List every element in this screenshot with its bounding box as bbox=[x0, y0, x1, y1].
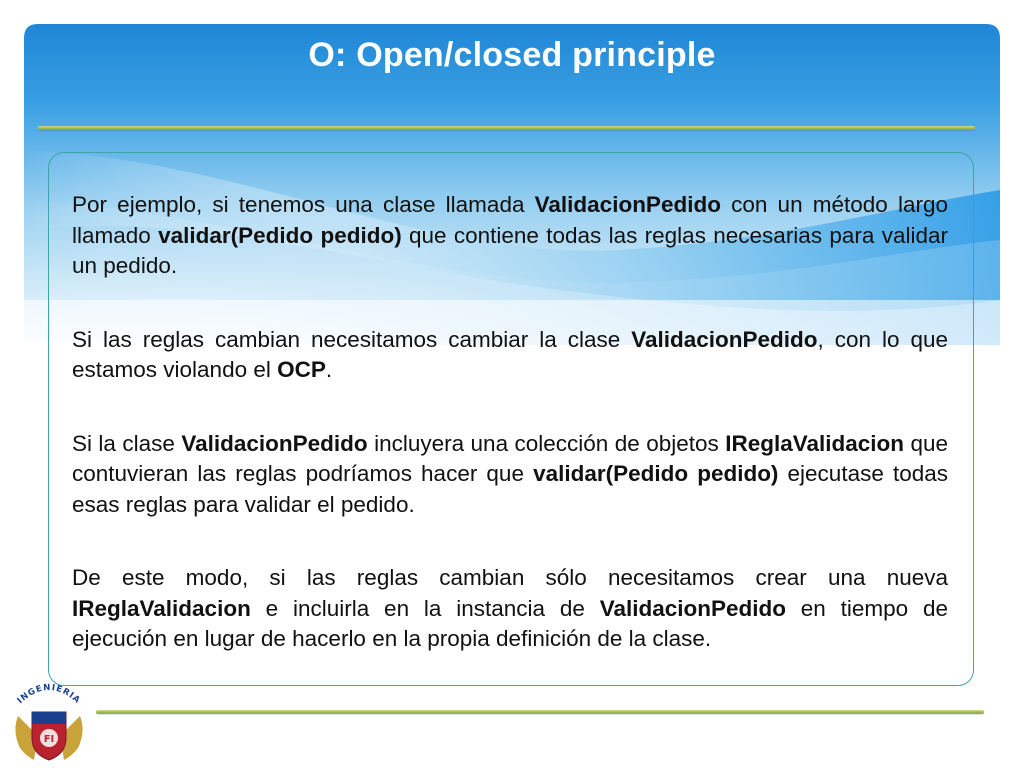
bold-term: IReglaValidacion bbox=[725, 430, 905, 456]
bold-term: ValidacionPedido bbox=[599, 595, 786, 621]
bottom-divider bbox=[96, 710, 984, 714]
paragraph-1 bbox=[72, 190, 948, 282]
paragraph-2 bbox=[72, 325, 948, 386]
text-run: incluyera una colección de objetos bbox=[367, 430, 726, 456]
paragraph-3 bbox=[72, 429, 948, 521]
text-run: Si las reglas cambian necesitamos cambiar la clase bbox=[72, 326, 632, 352]
text-run: con un método largo llamado bbox=[72, 192, 948, 248]
bold-term: ValidacionPedido bbox=[631, 326, 818, 352]
text-run: , con lo que estamos violando el bbox=[72, 326, 948, 382]
content-text bbox=[72, 190, 948, 698]
bold-term: IReglaValidacion bbox=[72, 595, 251, 621]
top-divider bbox=[38, 126, 975, 130]
text-run: Si la clase bbox=[72, 430, 182, 456]
slide-title: O: Open/closed principle bbox=[308, 36, 716, 74]
bold-term: validar(Pedido pedido) bbox=[533, 461, 779, 486]
logo-letter: FI bbox=[43, 734, 55, 745]
text-run: ejecutase todas esas reglas para validar el pedido. bbox=[72, 461, 948, 517]
paragraph-4 bbox=[72, 563, 948, 655]
text-run: e incluirla en la instancia de bbox=[250, 595, 600, 621]
text-run: que contiene todas las reglas necesarias para validar un pedido. bbox=[72, 222, 949, 278]
ingenieria-logo bbox=[8, 676, 90, 764]
logo-shield-band bbox=[32, 712, 66, 724]
bold-term: ValidacionPedido bbox=[181, 430, 368, 456]
text-run: en tiempo de ejecución en lugar de hacerlo en la propia definición de la clase. bbox=[72, 595, 949, 651]
bold-term: ValidacionPedido bbox=[534, 192, 721, 217]
bold-term: OCP bbox=[277, 357, 326, 382]
text-run: que contuvieran las reglas podríamos hacer que bbox=[72, 430, 948, 486]
text-run: . bbox=[325, 357, 333, 382]
logo-text: INGENIERIA bbox=[15, 682, 83, 706]
text-run: Por ejemplo, si tenemos una clase llamada bbox=[72, 192, 535, 217]
bold-term: validar(Pedido pedido) bbox=[158, 222, 402, 248]
text-run: De este modo, si las reglas cambian sólo necesitamos crear una nueva bbox=[72, 565, 948, 590]
